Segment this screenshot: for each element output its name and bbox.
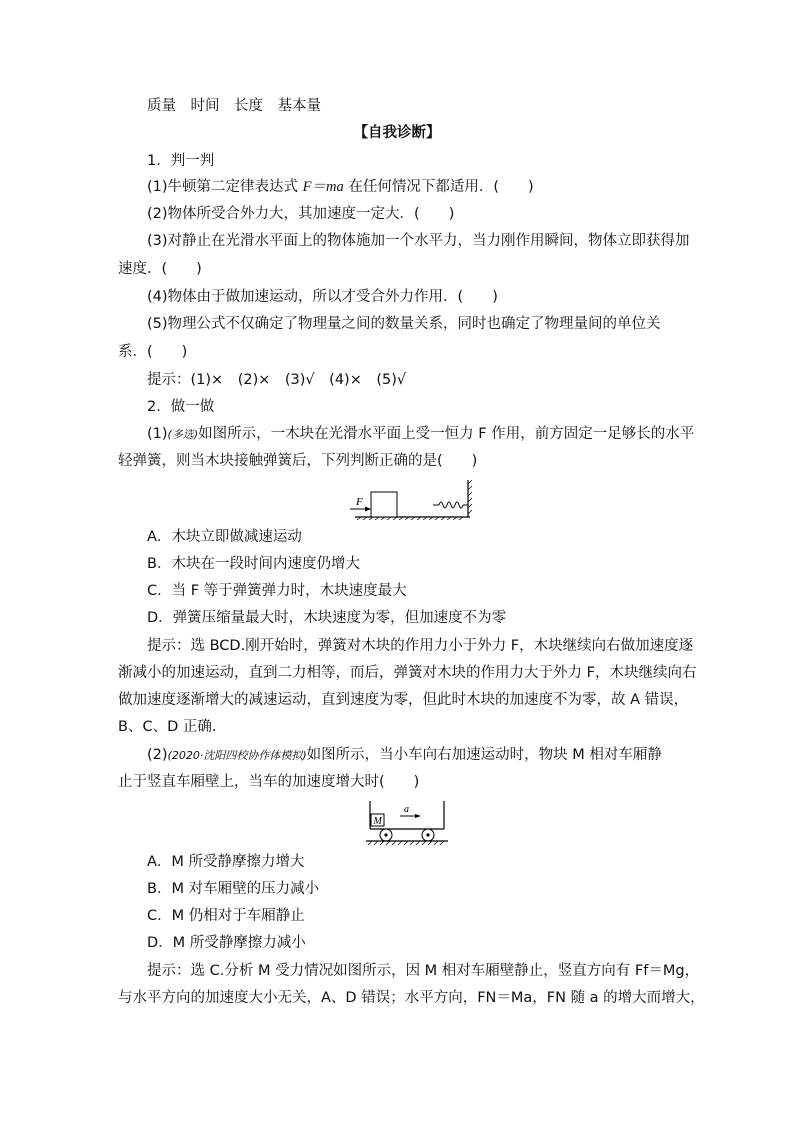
question-1-text: 如图所示，一木块在光滑水平面上受一恒力 F 作用，前方固定一足够长的水平: [198, 426, 695, 442]
block-spring-figure: [347, 476, 477, 520]
question-2-line2: 止于竖直车厢壁上，当车的加速度增大时( ): [118, 774, 420, 790]
question-1-prefix: (1): [147, 426, 168, 442]
question-2-option-a: A．M 所受静摩擦力增大: [147, 854, 305, 870]
question-2-line1: [147, 746, 662, 765]
question-2-tag: (2020·沈阳四校协作体模拟): [167, 749, 307, 762]
wall-hatching: [468, 480, 472, 514]
question-1-hint-line2: 渐减小的加速运动，直到二力相等，而后，弹簧对木块的作用力大于外力 F，木块继续向右: [118, 665, 697, 681]
question-1-option-d: D．弹簧压缩量最大时，木块速度为零，但加速度不为零: [147, 610, 507, 626]
question-1-tag: (多选): [167, 428, 199, 441]
acceleration-label: a: [404, 804, 409, 815]
judge-item-1-b: 在任何情况下都适用．( ): [343, 179, 534, 195]
question-1-line1: [147, 425, 694, 444]
wooden-block: [371, 492, 397, 517]
spring-coil: [439, 502, 463, 508]
judge-item-1: [147, 178, 534, 196]
judge-item-1-a: (1)牛顿第二定律表达式: [147, 179, 303, 195]
question-2-option-c: C．M 仍相对于车厢静止: [147, 908, 305, 924]
question-2-hint-line1: 提示：选 C.分析 M 受力情况如图所示，因 M 相对车厢壁静止，竖直方向有 Ff＝Mg，: [147, 963, 700, 979]
force-arrow-head: [365, 507, 371, 512]
section-title: 【自我诊断】: [353, 125, 441, 141]
question-1-hint-line4: B、C、D 正确．: [118, 719, 227, 735]
question-1-hint-line1: 提示：选 BCD.刚开始时，弹簧对木块的作用力小于外力 F，木块继续向右做加速度逐: [147, 638, 694, 654]
force-label: F: [356, 496, 363, 508]
cart-figure: [364, 799, 450, 845]
judge-item-3-line2: 速度．( ): [118, 261, 202, 277]
judge-item-3-line1: (3)对静止在光滑水平面上的物体施加一个水平力，当力刚作用瞬间，物体立即获得加: [147, 233, 690, 249]
question-1-option-c: C．当 F 等于弹簧弹力时，木块速度最大: [147, 583, 407, 599]
question-2-option-d: D．M 所受静摩擦力减小: [147, 935, 306, 951]
judge-item-5-line2: 系．( ): [118, 344, 188, 360]
judge-item-4: (4)物体由于做加速运动，所以才受合外力作用．( ): [147, 289, 498, 305]
question-1-hint-line3: 做加速度逐渐增大的减速运动，直到速度为零，但此时木块的加速度不为零，故 A 错误，: [118, 692, 689, 708]
acceleration-arrow-head: [415, 814, 421, 818]
question-2-text: 如图所示，当小车向右加速运动时，物块 M 相对车厢静: [306, 747, 662, 763]
question-2-hint-line2: 与水平方向的加速度大小无关，A、D 错误；水平方向，FN＝Ma，FN 随 a 的增大而增大，: [118, 990, 705, 1006]
formula: F＝ma: [302, 179, 344, 195]
judge-heading: 1．判一判: [147, 153, 215, 169]
question-1-line2: 轻弹簧，则当木块接触弹簧后，下列判断正确的是( ): [118, 453, 478, 469]
judge-item-2: (2)物体所受合外力大，其加速度一定大．( ): [147, 206, 455, 222]
right-wheel-hub: [426, 833, 429, 836]
practice-heading: 2．做一做: [147, 399, 215, 415]
top-line: 质量 时间 长度 基本量: [147, 98, 321, 114]
question-1-option-a: A．木块立即做减速运动: [147, 529, 302, 545]
block-m-label: M: [373, 816, 382, 827]
judge-hint: 提示：(1)× (2)× (3)√ (4)× (5)√: [147, 372, 407, 388]
question-2-option-b: B．M 对车厢壁的压力减小: [147, 881, 320, 897]
left-wheel-hub: [384, 833, 387, 836]
question-1-option-b: B．木块在一段时间内速度仍增大: [147, 556, 360, 572]
judge-item-5-line1: (5)物理公式不仅确定了物理量之间的数量关系，同时也确定了物理量间的单位关: [147, 316, 661, 332]
question-2-prefix: (2): [147, 747, 168, 763]
